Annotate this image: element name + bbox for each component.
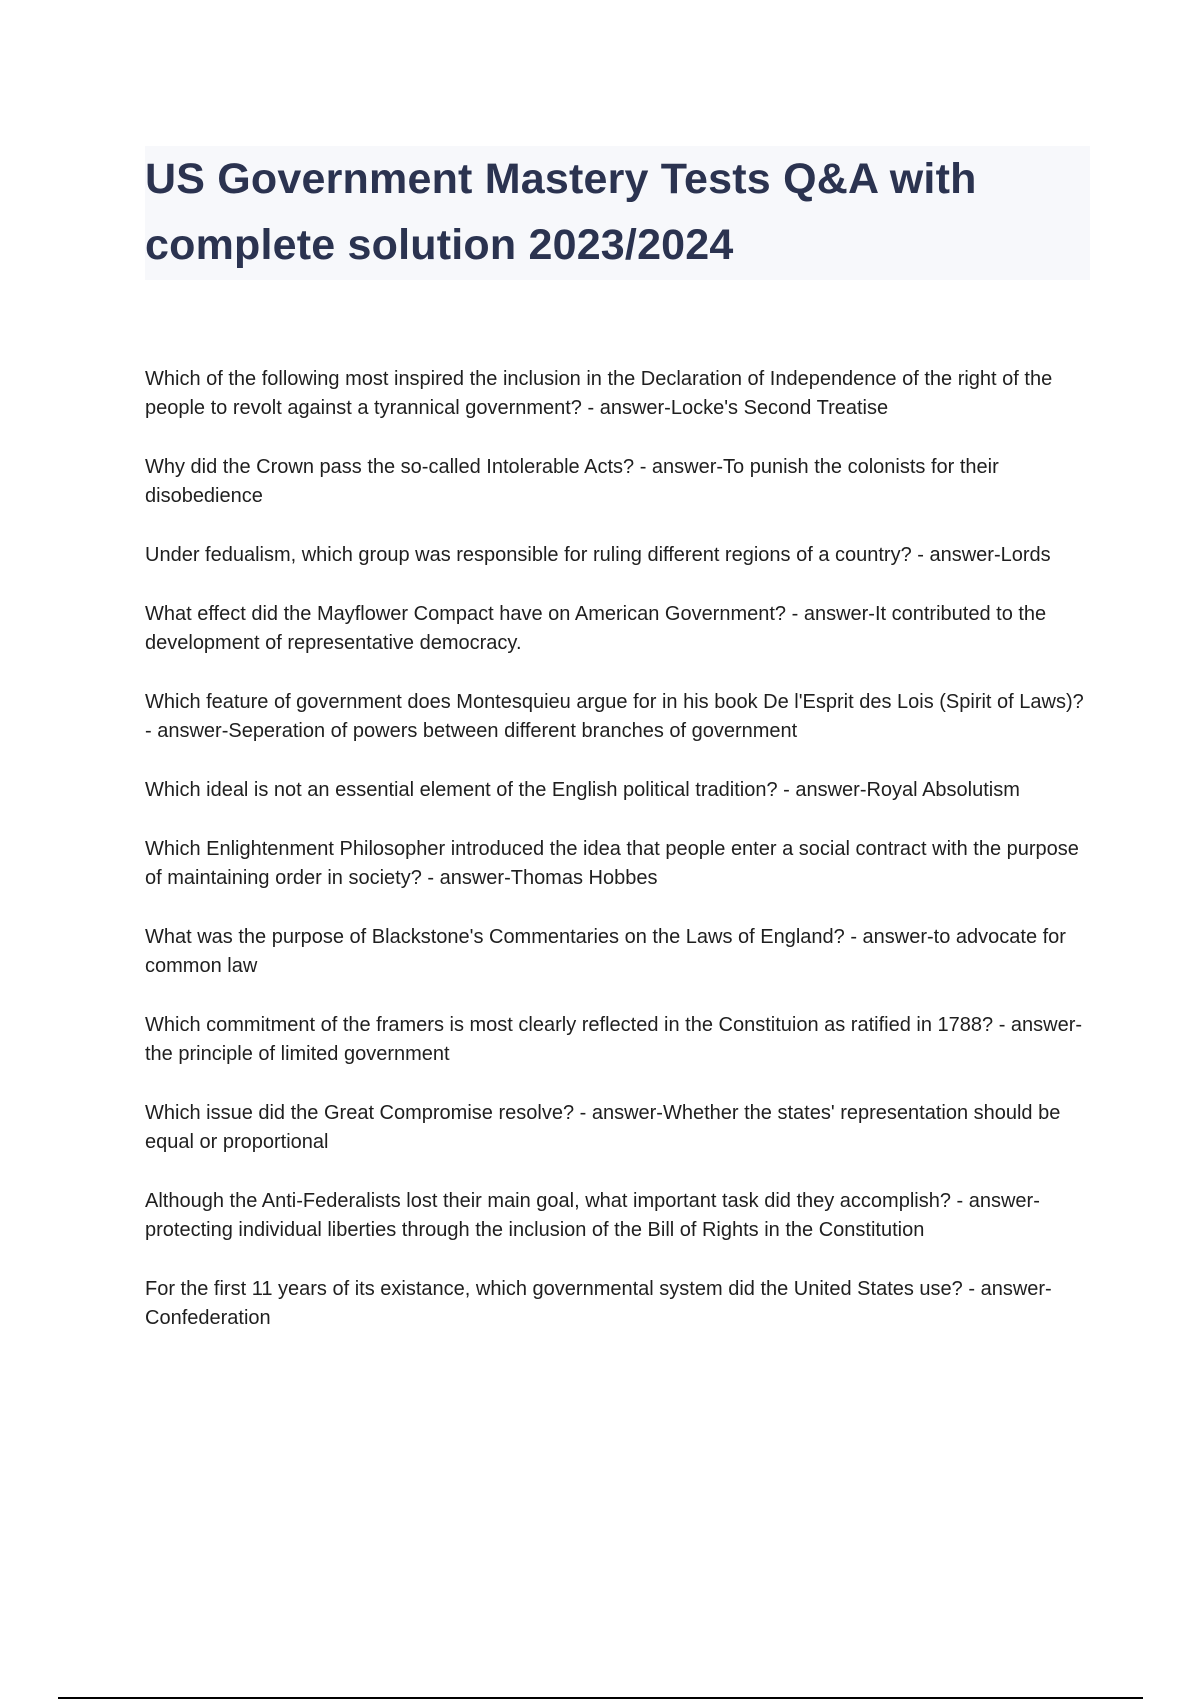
qa-text: Which of the following most inspired the inclusion in the Declaration of Independence of the right of the people to revolt against a tyrannical government? - answer-Locke's Second Treatise xyxy=(145,368,1053,419)
qa-text: Which Enlightenment Philosopher introduced the idea that people enter a social contract with the purpose of maintaining order in society? - answer-Thomas Hobbes xyxy=(145,838,1079,889)
qa-item-4 xyxy=(145,600,1095,658)
qa-item-2 xyxy=(145,453,1095,511)
qa-item-3 xyxy=(145,541,1095,570)
page-title: US Government Mastery Tests Q&A with complete solution 2023/2024 xyxy=(145,155,977,269)
qa-item-9 xyxy=(145,1011,1095,1069)
qa-item-12 xyxy=(145,1275,1095,1333)
qa-list xyxy=(145,365,1095,1363)
qa-item-11 xyxy=(145,1187,1095,1245)
qa-text: Why did the Crown pass the so-called Intolerable Acts? - answer-To punish the colonists for their disobedience xyxy=(145,456,999,507)
page-bottom-rule xyxy=(58,1697,1143,1699)
qa-item-7 xyxy=(145,835,1095,893)
qa-text: Which feature of government does Montesquieu argue for in his book De l'Esprit des Lois (Spirit of Laws)? - answer-Seperation of powers between different branches of government xyxy=(145,691,1084,742)
qa-item-8 xyxy=(145,923,1095,981)
qa-text: Which issue did the Great Compromise resolve? - answer-Whether the states' representation should be equal or proportional xyxy=(145,1102,1061,1153)
qa-item-5 xyxy=(145,688,1095,746)
qa-text: What was the purpose of Blackstone's Commentaries on the Laws of England? - answer-to advocate for common law xyxy=(145,926,1066,977)
qa-text: For the first 11 years of its existance, which governmental system did the United States use? - answer-Confederation xyxy=(145,1278,1052,1329)
qa-text: Although the Anti-Federalists lost their main goal, what important task did they accomplish? - answer-protecting individual liberties through the inclusion of the Bill of Rights in the Constitution xyxy=(145,1190,1040,1241)
qa-text: Which ideal is not an essential element of the English political tradition? - answer-Royal Absolutism xyxy=(145,779,1020,801)
qa-text: Which commitment of the framers is most clearly reflected in the Constituion as ratified in 1788? - answer-the principle of limited government xyxy=(145,1014,1083,1065)
qa-item-1 xyxy=(145,365,1095,423)
qa-item-10 xyxy=(145,1099,1095,1157)
title-banner xyxy=(145,146,1090,280)
qa-text: What effect did the Mayflower Compact have on American Government? - answer-It contributed to the development of representative democracy. xyxy=(145,603,1047,654)
qa-item-6 xyxy=(145,776,1095,805)
qa-text: Under fedualism, which group was responsible for ruling different regions of a country? - answer-Lords xyxy=(145,544,1051,566)
